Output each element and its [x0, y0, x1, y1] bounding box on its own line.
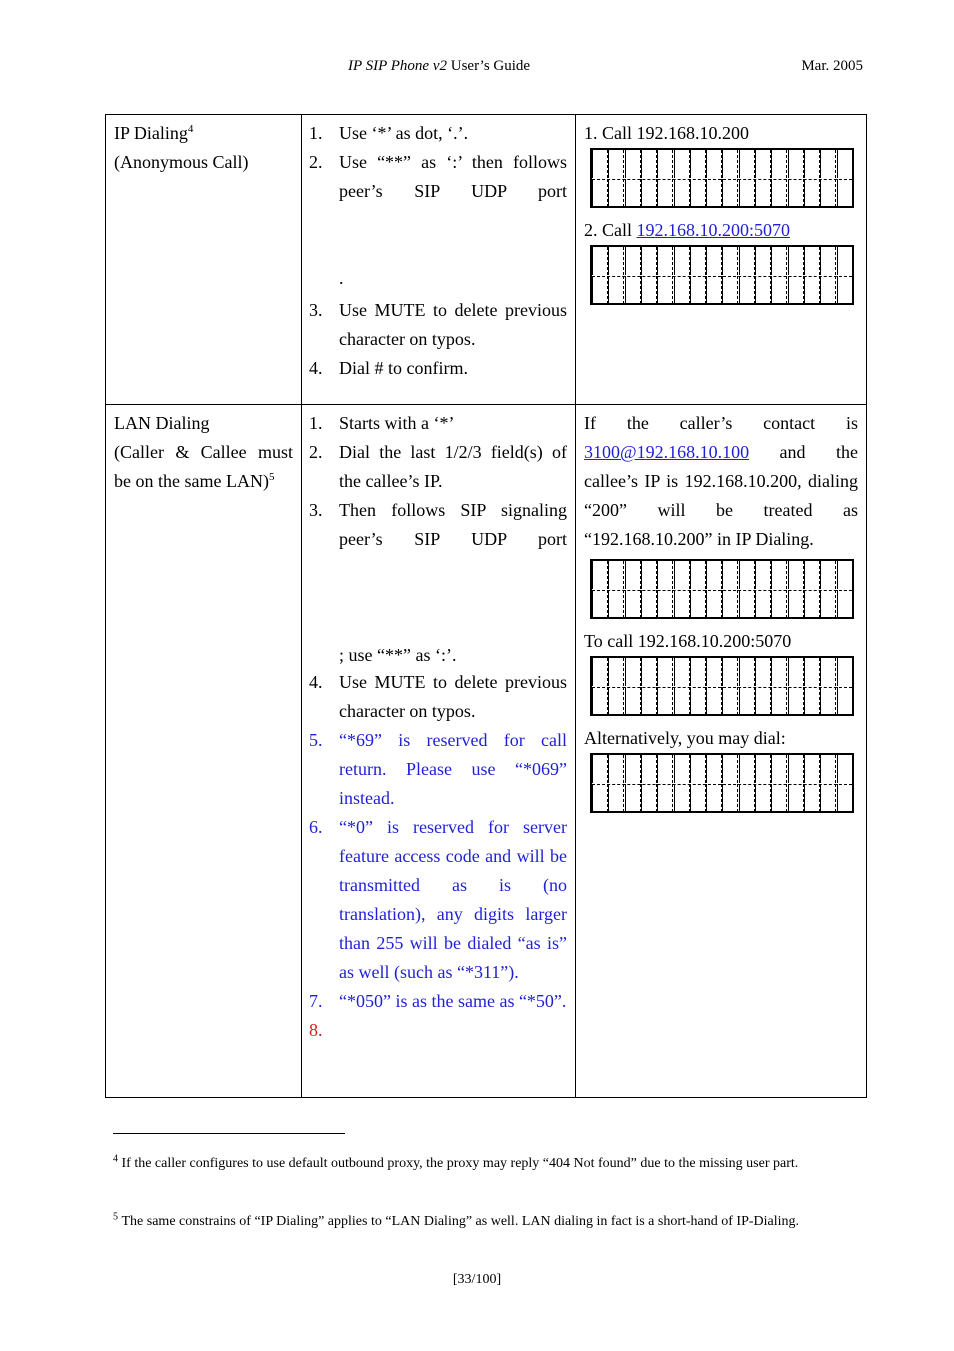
lcd-char-cell: [755, 658, 771, 686]
footnote-4: $^4$ If the caller configures to use default outbound proxy, the proxy may reply “404 Not found” due to the missing user part.: [113, 1153, 799, 1171]
lcd-char-cell: [788, 276, 804, 304]
lcd-char-cell: [592, 687, 608, 715]
lcd-row: [592, 179, 852, 208]
lcd-char-cell: [722, 658, 738, 686]
lcd-char-cell: [771, 247, 787, 275]
lcd-char-cell: [657, 590, 673, 618]
lcd-char-cell: [674, 150, 690, 178]
footnote-5: $^5$ The same constrains of “IP Dialing” applies to “LAN Dialing” as well. LAN dialing in fact is a short-hand of IP-Dialing.: [113, 1211, 800, 1229]
lcd-char-cell: [755, 590, 771, 618]
mode-cell: [106, 405, 302, 1098]
lcd-char-cell: [804, 658, 820, 686]
list-item: 3. Use MUTE to delete previous character on typos.: [309, 300, 567, 349]
header-product-name: IP SIP Phone v2: [348, 58, 448, 74]
lcd-char-cell: [690, 755, 706, 783]
lcd-char-cell: [820, 755, 836, 783]
lcd-char-cell: [690, 784, 706, 812]
lcd-char-cell: [804, 150, 820, 178]
lcd-char-cell: [674, 784, 690, 812]
lcd-char-cell: [625, 247, 641, 275]
lcd-char-cell: [739, 687, 755, 715]
lcd-char-cell: [788, 755, 804, 783]
lcd-char-cell: [788, 784, 804, 812]
lcd-char-cell: [739, 247, 755, 275]
lcd-char-cell: [739, 784, 755, 812]
lcd-char-cell: [788, 179, 804, 207]
lcd-char-cell: [771, 784, 787, 812]
lcd-char-cell: [820, 276, 836, 304]
lcd-char-cell: [690, 561, 706, 589]
lcd-char-cell: [625, 590, 641, 618]
lcd-char-cell: [625, 276, 641, 304]
lcd-char-cell: [592, 590, 608, 618]
example-intro: If the caller’s contact is 3100@192.168.10.100 and the callee’s IP is 192.168.10.200, dialing “200” will be treated as “192.168.10.200” in IP Dialing.: [584, 413, 858, 549]
lcd-char-cell: [837, 150, 853, 178]
lcd-char-cell: [657, 755, 673, 783]
lcd-char-cell: [837, 590, 853, 618]
lcd-char-cell: [625, 561, 641, 589]
lcd-char-cell: [722, 247, 738, 275]
lcd-char-cell: [722, 687, 738, 715]
lcd-char-cell: [804, 561, 820, 589]
lcd-char-cell: [706, 247, 722, 275]
lcd-char-cell: [820, 179, 836, 207]
lcd-char-cell: [674, 687, 690, 715]
lcd-char-cell: [804, 755, 820, 783]
lcd-char-cell: [625, 687, 641, 715]
lcd-char-cell: [657, 687, 673, 715]
lcd-char-cell: [657, 784, 673, 812]
lcd-char-cell: [788, 687, 804, 715]
example-label: To call 192.168.10.200:5070: [584, 631, 792, 651]
lcd-char-cell: [641, 150, 657, 178]
lcd-display: [590, 656, 854, 716]
lcd-char-cell: [837, 276, 853, 304]
lcd-char-cell: [820, 784, 836, 812]
list-item: 6. “*0” is reserved for server feature access code and will be transmitted as is (no translation), any digits larger than 255 will be dialed “as is” as well (such as “*311”).: [309, 817, 567, 982]
lcd-char-cell: [820, 687, 836, 715]
lcd-char-cell: [788, 658, 804, 686]
lcd-char-cell: [690, 658, 706, 686]
list-item: 1. Starts with a ‘*’: [309, 413, 455, 433]
lcd-char-cell: [722, 276, 738, 304]
page-header-date: Mar. 2005: [801, 58, 863, 74]
lcd-char-cell: [657, 247, 673, 275]
lcd-char-cell: [641, 590, 657, 618]
header-guide-label: User’s Guide: [447, 58, 531, 74]
lcd-char-cell: [592, 150, 608, 178]
lcd-row: [592, 658, 852, 688]
lcd-char-cell: [641, 247, 657, 275]
lcd-char-cell: [690, 179, 706, 207]
lcd-char-cell: [739, 276, 755, 304]
list-item: 4. Use MUTE to delete previous character on typos.: [309, 672, 567, 721]
lcd-char-cell: [674, 590, 690, 618]
example-cell: [576, 115, 867, 405]
lcd-char-cell: [657, 561, 673, 589]
lcd-char-cell: [641, 276, 657, 304]
lcd-char-cell: [608, 590, 624, 618]
example-cell: [576, 405, 867, 1098]
lcd-char-cell: [657, 658, 673, 686]
lcd-char-cell: [592, 247, 608, 275]
lcd-char-cell: [722, 755, 738, 783]
list-item: 3. Then follows SIP signaling peer’s SIP UDP port: [309, 500, 567, 549]
lcd-char-cell: [804, 784, 820, 812]
lcd-char-cell: [755, 561, 771, 589]
lcd-char-cell: [641, 561, 657, 589]
dialing-table: [105, 114, 867, 1098]
lcd-char-cell: [608, 755, 624, 783]
lcd-char-cell: [657, 150, 673, 178]
lcd-display: [590, 148, 854, 208]
lcd-char-cell: [608, 247, 624, 275]
lcd-display: [590, 559, 854, 619]
ip-port-link[interactable]: 192.168.10.200:5070: [636, 220, 791, 240]
lcd-char-cell: [771, 755, 787, 783]
lcd-char-cell: [674, 561, 690, 589]
lcd-char-cell: [722, 150, 738, 178]
lcd-char-cell: [625, 755, 641, 783]
lcd-char-cell: [592, 755, 608, 783]
lcd-char-cell: [820, 590, 836, 618]
lcd-char-cell: [690, 247, 706, 275]
lcd-char-cell: [592, 658, 608, 686]
lcd-char-cell: [755, 687, 771, 715]
list-item: 2. Use “**” as ‘:’ then follows peer’s SIP UDP port: [309, 152, 567, 201]
contact-link[interactable]: 3100@192.168.10.100: [584, 442, 750, 462]
lcd-char-cell: [804, 247, 820, 275]
lcd-char-cell: [625, 179, 641, 207]
lcd-char-cell: [820, 561, 836, 589]
lcd-row: [592, 276, 852, 305]
mode-subtitle: (Anonymous Call): [114, 152, 249, 172]
example-label: Alternatively, you may dial:: [584, 728, 786, 748]
lcd-char-cell: [837, 687, 853, 715]
footnote-separator: [113, 1133, 345, 1134]
lcd-char-cell: [706, 687, 722, 715]
lcd-char-cell: [804, 687, 820, 715]
lcd-char-cell: [755, 784, 771, 812]
lcd-char-cell: [739, 755, 755, 783]
lcd-char-cell: [837, 247, 853, 275]
lcd-char-cell: [625, 658, 641, 686]
lcd-char-cell: [739, 179, 755, 207]
lcd-row: [592, 150, 852, 180]
lcd-char-cell: [625, 150, 641, 178]
steps-list: [309, 119, 567, 383]
lcd-char-cell: [788, 561, 804, 589]
list-item: 2. Dial the last 1/2/3 field(s) of the callee’s IP.: [309, 442, 567, 491]
lcd-char-cell: [690, 276, 706, 304]
lcd-char-cell: [674, 247, 690, 275]
page-number: [33/100]: [452, 1272, 502, 1287]
list-item: 7. “*050” is as the same as “*50”.: [309, 991, 567, 1011]
lcd-char-cell: [837, 784, 853, 812]
lcd-char-cell: [771, 658, 787, 686]
lcd-char-cell: [657, 179, 673, 207]
lcd-row: [592, 687, 852, 716]
lcd-char-cell: [820, 247, 836, 275]
lcd-row: [592, 561, 852, 591]
lcd-char-cell: [706, 561, 722, 589]
lcd-char-cell: [641, 755, 657, 783]
lcd-char-cell: [608, 784, 624, 812]
lcd-char-cell: [608, 561, 624, 589]
steps-list: 1. Starts with a ‘*’ 2. Dial the last 1/2/3 field(s) of the callee’s IP. 3. Then follows SIP signaling peer’s SIP UDP port ; use “**” as ‘:’. 4. Use MUTE to delete previous character on typos. 5. “*69” is reserved for call return. Please use “*069” instead. 6. “*0” is reserved for server feature access code and will be transmitted as is (no translation), any digits larger than 255 will be dialed “as is” as well (such as “*311”). 7. “*050” is as the same as “*50”. 8.: [309, 409, 567, 1016]
list-item: ; use “**” as ‘:’.: [339, 645, 457, 665]
lcd-char-cell: [608, 276, 624, 304]
lcd-char-cell: [739, 658, 755, 686]
lcd-char-cell: [837, 755, 853, 783]
lcd-char-cell: [592, 179, 608, 207]
lcd-char-cell: [608, 687, 624, 715]
footnote-ref: 5: [268, 471, 275, 483]
lcd-char-cell: [641, 179, 657, 207]
lcd-char-cell: [706, 150, 722, 178]
lcd-char-cell: [771, 687, 787, 715]
example-label: 2. Call 192.168.10.200:5070: [584, 220, 791, 240]
lcd-char-cell: [804, 276, 820, 304]
mode-title: IP Dialing$^4$: [114, 123, 194, 143]
lcd-char-cell: [755, 179, 771, 207]
lcd-char-cell: [755, 150, 771, 178]
lcd-char-cell: [837, 658, 853, 686]
lcd-char-cell: [592, 784, 608, 812]
lcd-char-cell: [739, 590, 755, 618]
example-label: 1. Call 192.168.10.200: [584, 123, 749, 143]
list-item: 1. Use ‘*’ as dot, ‘.’.: [309, 123, 469, 143]
list-item: 4. Dial # to confirm.: [309, 358, 468, 378]
lcd-char-cell: [722, 590, 738, 618]
lcd-char-cell: [592, 561, 608, 589]
lcd-char-cell: [690, 150, 706, 178]
lcd-char-cell: [804, 179, 820, 207]
lcd-char-cell: [706, 784, 722, 812]
lcd-char-cell: [771, 179, 787, 207]
lcd-char-cell: [788, 247, 804, 275]
lcd-char-cell: [722, 784, 738, 812]
lcd-char-cell: [706, 755, 722, 783]
mode-subtitle: (Caller & Callee must be on the same LAN)$^5$: [114, 442, 293, 491]
lcd-char-cell: [674, 276, 690, 304]
list-item: .: [339, 268, 344, 288]
lcd-char-cell: [592, 276, 608, 304]
lcd-char-cell: [837, 179, 853, 207]
steps-cell: [302, 115, 576, 405]
lcd-char-cell: [788, 590, 804, 618]
table-row-ip-dialing: [106, 115, 867, 405]
lcd-char-cell: [641, 784, 657, 812]
list-item: 5. “*69” is reserved for call return. Please use “*069” instead.: [309, 730, 567, 808]
mode-title: LAN Dialing: [114, 413, 210, 433]
lcd-char-cell: [820, 658, 836, 686]
steps-cell: [302, 405, 576, 1098]
lcd-char-cell: [690, 590, 706, 618]
lcd-char-cell: [739, 561, 755, 589]
lcd-char-cell: [820, 150, 836, 178]
lcd-char-cell: [706, 276, 722, 304]
lcd-char-cell: [722, 179, 738, 207]
lcd-char-cell: [755, 247, 771, 275]
page-header-title: [348, 58, 530, 75]
lcd-char-cell: [690, 687, 706, 715]
lcd-char-cell: [641, 687, 657, 715]
lcd-char-cell: [804, 590, 820, 618]
lcd-char-cell: [771, 590, 787, 618]
lcd-char-cell: [706, 179, 722, 207]
mode-cell: [106, 115, 302, 405]
lcd-char-cell: [657, 276, 673, 304]
lcd-char-cell: [771, 561, 787, 589]
lcd-char-cell: [755, 276, 771, 304]
lcd-row: [592, 784, 852, 813]
footnote-ref: 4: [187, 123, 194, 135]
lcd-display: [590, 245, 854, 305]
table-row-lan-dialing: [106, 405, 867, 1098]
lcd-char-cell: [674, 179, 690, 207]
lcd-char-cell: [771, 276, 787, 304]
lcd-row: [592, 590, 852, 619]
lcd-char-cell: [739, 150, 755, 178]
lcd-char-cell: [755, 755, 771, 783]
lcd-char-cell: [608, 150, 624, 178]
lcd-char-cell: [641, 658, 657, 686]
lcd-char-cell: [608, 658, 624, 686]
lcd-char-cell: [722, 561, 738, 589]
lcd-char-cell: [625, 784, 641, 812]
lcd-char-cell: [771, 150, 787, 178]
lcd-char-cell: [837, 561, 853, 589]
lcd-row: [592, 755, 852, 785]
lcd-char-cell: [674, 755, 690, 783]
lcd-char-cell: [674, 658, 690, 686]
lcd-char-cell: [608, 179, 624, 207]
lcd-display: [590, 753, 854, 813]
lcd-row: [592, 247, 852, 277]
lcd-char-cell: [788, 150, 804, 178]
lcd-char-cell: [706, 590, 722, 618]
lcd-char-cell: [706, 658, 722, 686]
